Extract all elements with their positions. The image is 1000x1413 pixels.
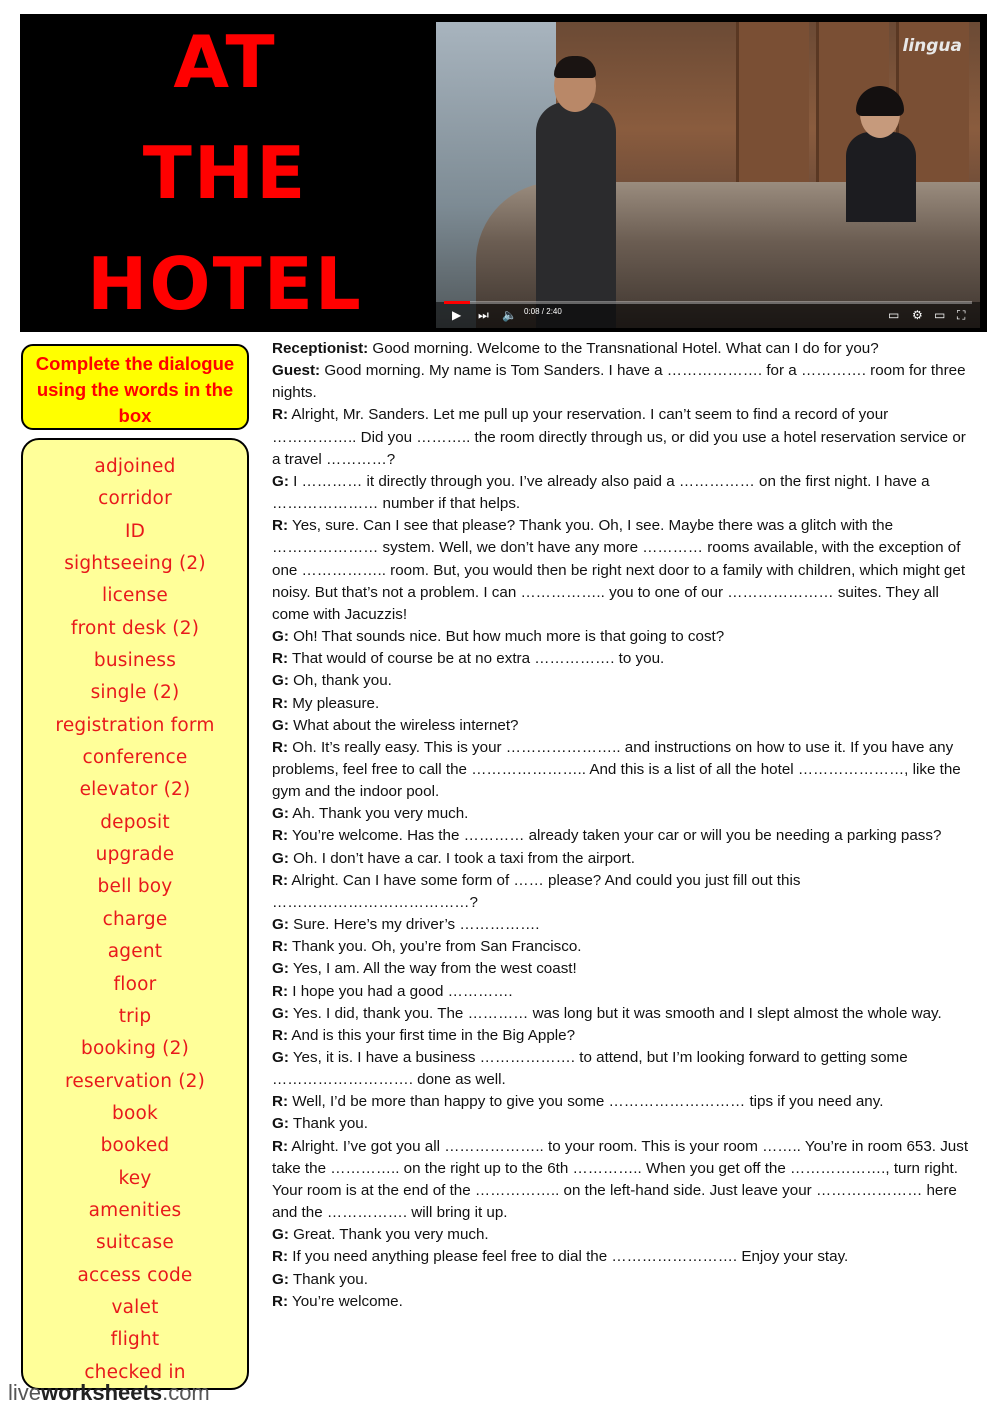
word-item: checked in [84,1361,186,1383]
word-item: floor [113,973,157,995]
dialogue-line [272,1091,972,1113]
speaker-label: R: [272,938,289,956]
word-bank [21,438,249,1390]
speaker-label: G: [272,716,289,734]
dialogue-text: Oh. I don’t have a car. I took a taxi from the airport. [288,849,635,867]
dialogue-text: Yes, it is. I have a business ………………. to attend, but I’m looking forward to getting some ………………………. done as well. [272,1049,908,1089]
word-item: reservation (2) [64,1070,205,1092]
word-item: adjoined [94,456,176,477]
speaker-label: R: [272,1292,289,1310]
dialogue-text: Thank you. [288,1270,368,1288]
speaker-label: R: [272,871,289,889]
title-line-1: AT [173,20,277,104]
speaker-label: G: [272,1049,289,1066]
word-list [23,440,247,1391]
word-item: corridor [98,488,172,510]
video-player[interactable] [436,22,980,328]
title-line-3: HOTEL [87,242,363,326]
speaker-label: G: [272,472,289,490]
video-time: 0:08 / 2:40 [524,307,562,316]
speaker-label: G: [272,628,289,646]
instructions-box: Complete the dialogue using the words in the box [21,344,249,430]
dialogue-line [272,1003,972,1025]
dialogue-line [272,958,972,980]
word-item: registration form [55,714,215,736]
dialogue-text: And is this your first time in the Big Apple? [288,1026,576,1044]
speaker-label: R: [272,517,289,535]
dialogue-text: Yes, I am. All the way from the west coast! [288,960,577,978]
dialogue-text: Oh! That sounds nice. But how much more is that going to cost? [288,628,725,646]
dialogue-text: My pleasure. [288,694,380,712]
play-icon[interactable]: ▶ [452,308,462,322]
video-progress-fill [444,301,470,304]
dialogue-text: Alright. I’ve got you all ……………….. to your room. This is your room …….. You’re in room 653. Just take the ………….. on the right up to the 6th ………….. When you get off the ………………., turn right. Your room is at the end of the …………….. on the left-hand side. Just leave your ………………… here and the ……………. will bring it up. [272,1137,969,1222]
dialogue-line [272,914,972,936]
word-item: trip [118,1005,152,1027]
word-item: sightseeing (2) [64,553,206,575]
dialogue-line [272,803,972,825]
dialogue-line [272,1113,972,1135]
dialogue-line [272,1246,972,1268]
dialogue-line [272,626,972,648]
video-scene-receptionist [846,132,916,222]
word-item: booking (2) [81,1038,189,1060]
dialogue-line [272,870,972,914]
speaker-label: R: [272,406,289,424]
dialogue-text: I hope you had a good …………. [288,982,513,1000]
fullscreen-icon[interactable]: ⛶ [957,308,966,322]
word-item: charge [102,908,168,930]
dialogue-text: Good morning. Welcome to the Transnational Hotel. What can I do for you? [368,340,879,357]
subtitles-icon[interactable]: ▭ [888,308,900,322]
settings-icon[interactable]: ⚙ [912,308,923,322]
speaker-label: Receptionist: [272,340,369,357]
speaker-label: R: [272,738,289,756]
word-item: flight [110,1329,160,1351]
word-item: bell boy [97,876,173,898]
dialogue-text: Alright. Can I have some form of …… please? And could you just fill out this …………………………………? [272,871,801,911]
dialogue-line [272,825,972,847]
dialogue-text: Well, I’d be more than happy to give you some ……………………… tips if you need any. [288,1093,884,1111]
next-icon[interactable]: ⏭ [478,308,489,322]
dialogue-text: You’re welcome. Has the ………… already taken your car or will you be needing a parking pass? [288,827,942,845]
dialogue-line [272,981,972,1003]
dialogue-line [272,1025,972,1047]
speaker-label: R: [272,1248,289,1266]
word-item: amenities [88,1199,182,1221]
dialogue-text: Yes. I did, thank you. The ………… was long but it was smooth and I slept almost the whole way. [288,1004,942,1022]
dialogue-text: Sure. Here’s my driver’s ……………. [288,916,540,934]
dialogue-line [272,737,972,803]
speaker-label: R: [272,694,289,712]
speaker-label: R: [272,827,289,845]
word-item: access code [77,1264,193,1286]
dialogue-text: Good morning. My name is Tom Sanders. I have a ………………. for a …………. room for three nights. [272,362,966,402]
dialogue-text: That would of course be at no extra ……………. to you. [288,650,665,668]
speaker-label: R: [272,1026,289,1044]
word-item: ID [124,520,146,542]
word-item: agent [107,941,163,963]
dialogue-line [272,1136,972,1225]
dialogue-line [272,1224,972,1246]
word-item: upgrade [95,844,175,866]
dialogue-text: Alright, Mr. Sanders. Let me pull up your reservation. I can’t seem to find a record of your …………….. Did you ……….. the room directly through us, or did you use a hotel reservation service or a travel …………? [272,406,966,468]
speaker-label: R: [272,1137,289,1155]
dialogue-text: Oh, thank you. [288,672,392,690]
word-item: deposit [100,811,170,833]
speaker-label: G: [272,805,289,823]
dialogue-line [272,693,972,715]
speaker-label: G: [272,1226,289,1244]
speaker-label: R: [272,650,289,668]
dialogue-text: Yes, sure. Can I see that please? Thank you. Oh, I see. Maybe there was a glitch with the ………………… system. Well, we don’t have any more ………… rooms available, with the exception of one …………….. room. But, you would then be right next door to a family with children, which might get noisy. But that’s not a problem. I can …………….. you to one of our ………………… suites. They all come with Jacuzzis! [272,517,966,623]
dialogue-line [272,936,972,958]
speaker-label: G: [272,916,289,934]
dialogue-text: You’re welcome. [288,1292,403,1310]
speaker-label: R: [272,982,289,1000]
dialogue-text: Thank you. Oh, you’re from San Francisco. [288,938,582,956]
word-item: suitcase [96,1232,174,1254]
word-item: license [102,585,168,607]
speaker-label: G: [272,960,289,978]
dialogue-text: Great. Thank you very much. [288,1226,489,1244]
dialogue-text: What about the wireless internet? [288,716,519,734]
dialogue-text [272,338,972,1313]
dialogue-text: If you need anything please feel free to dial the ……………………. Enjoy your stay. [288,1248,849,1266]
dialogue-line [272,848,972,870]
word-item: conference [82,747,188,769]
title-line-2: THE [142,131,308,215]
word-item: booked [100,1135,170,1157]
dialogue-line [272,338,972,360]
dialogue-line [272,715,972,737]
volume-icon[interactable]: 🔈 [502,308,517,322]
word-item: elevator (2) [79,779,191,801]
word-item: business [93,650,177,672]
dialogue-line [272,1047,972,1091]
dialogue-text: Thank you. [288,1115,368,1133]
dialogue-line [272,1269,972,1291]
speaker-label: G: [272,672,289,690]
dialogue-text: I ………… it directly through you. I’ve already also paid a …………… on the first night. I have a ………………… number if that helps. [272,472,930,513]
word-item: book [112,1102,158,1124]
dialogue-text: Ah. Thank you very much. [288,805,469,823]
dialogue-line [272,515,972,626]
theater-icon[interactable]: ▭ [934,308,946,322]
word-item: valet [111,1296,159,1318]
dialogue-line [272,1291,972,1313]
dialogue-text: Oh. It’s really easy. This is your ………………….. and instructions on how to use it. If you have any problems, feel free to call the ………………….. And this is a list of all the hotel …………………, like the gym and the indoor pool. [272,738,961,801]
speaker-label: G: [272,1270,289,1288]
video-logo: lingua [902,36,962,56]
word-item: key [118,1167,152,1189]
speaker-label: Guest: [272,362,321,380]
dialogue-line [272,471,972,515]
speaker-label: G: [272,1115,289,1133]
word-item: single (2) [90,682,180,704]
dialogue-line [272,648,972,670]
video-scene-guest [536,102,616,328]
dialogue-line [272,360,972,404]
speaker-label: G: [272,849,289,867]
word-item: front desk (2) [70,617,200,639]
dialogue-line [272,404,972,470]
speaker-label: R: [272,1093,289,1111]
footer-brand: liveworksheets.com [8,1380,210,1405]
dialogue-line [272,670,972,692]
speaker-label: G: [272,1004,289,1022]
